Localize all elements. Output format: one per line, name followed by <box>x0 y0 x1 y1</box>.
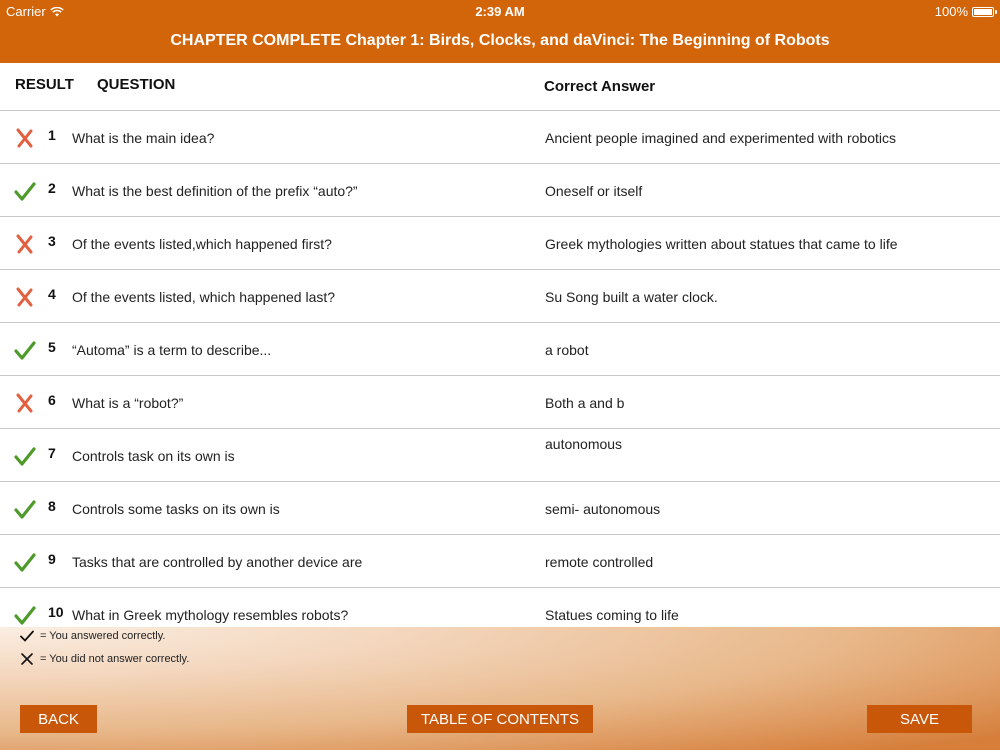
question-number: 6 <box>48 392 56 408</box>
correct-answer-text: Su Song built a water clock. <box>545 289 718 305</box>
check-icon <box>14 180 36 202</box>
question-text: Of the events listed, which happened last? <box>72 289 336 305</box>
results-table[interactable] <box>0 111 1000 627</box>
table-row <box>0 111 1000 164</box>
column-header-question: QUESTION <box>97 76 176 93</box>
save-button[interactable]: SAVE <box>867 705 972 733</box>
battery-icon <box>972 7 994 17</box>
correct-answer-text: Statues coming to life <box>545 607 679 623</box>
question-number: 8 <box>48 498 56 514</box>
question-text: What is a “robot?” <box>72 395 184 411</box>
footer <box>0 627 1000 750</box>
check-icon <box>14 551 36 573</box>
table-row <box>0 535 1000 588</box>
question-number: 4 <box>48 286 56 302</box>
table-row <box>0 429 1000 482</box>
question-number: 10 <box>48 604 64 620</box>
battery-indicator <box>935 4 994 19</box>
cross-icon <box>14 233 36 255</box>
correct-answer-text: Ancient people imagined and experimented with robotics <box>545 130 896 146</box>
check-icon <box>14 339 36 361</box>
carrier-label: Carrier <box>6 4 46 19</box>
cross-icon <box>14 392 36 414</box>
question-number: 1 <box>48 127 56 143</box>
table-row <box>0 217 1000 270</box>
question-number: 9 <box>48 551 56 567</box>
app-header <box>0 0 1000 63</box>
question-text: Controls some tasks on its own is <box>72 501 280 517</box>
battery-label: 100% <box>934 4 968 19</box>
question-number: 7 <box>48 445 56 461</box>
table-row <box>0 270 1000 323</box>
question-text: What is the best definition of the prefix “auto?” <box>72 183 358 199</box>
check-icon <box>20 630 34 642</box>
page-title: CHAPTER COMPLETE Chapter 1: Birds, Clocks, and daVinci: The Beginning of Robots <box>170 32 830 49</box>
question-number: 2 <box>48 180 56 196</box>
question-text: Of the events listed,which happened first? <box>72 236 332 252</box>
correct-answer-text: Oneself or itself <box>545 183 643 199</box>
question-number: 3 <box>48 233 56 249</box>
table-header <box>0 63 1000 111</box>
legend-correct-label: = You answered correctly. <box>40 630 166 642</box>
legend-incorrect-label: = You did not answer correctly. <box>40 653 190 665</box>
legend-correct <box>20 630 165 642</box>
question-text: “Automa” is a term to describe... <box>72 342 272 358</box>
legend-incorrect <box>20 653 189 665</box>
correct-answer-text: semi- autonomous <box>545 501 661 517</box>
back-button[interactable]: BACK <box>20 705 97 733</box>
cross-icon <box>14 127 36 149</box>
cross-icon <box>14 286 36 308</box>
column-header-result: RESULT <box>15 76 74 93</box>
correct-answer-text: remote controlled <box>545 554 654 570</box>
status-bar <box>0 0 1000 22</box>
column-header-answer: Correct Answer <box>544 78 656 95</box>
cross-icon <box>20 653 34 665</box>
correct-answer-text: a robot <box>545 342 589 358</box>
correct-answer-text: autonomous <box>545 436 623 452</box>
question-text: What in Greek mythology resembles robots? <box>72 607 349 623</box>
question-text: Controls task on its own is <box>72 448 235 464</box>
table-row <box>0 376 1000 429</box>
question-text: What is the main idea? <box>72 130 215 146</box>
table-row <box>0 588 1000 627</box>
table-row <box>0 164 1000 217</box>
check-icon <box>14 604 36 626</box>
status-time: 2:39 AM <box>475 4 525 19</box>
correct-answer-text: Greek mythologies written about statues that came to life <box>545 236 898 252</box>
correct-answer-text: Both a and b <box>545 395 625 411</box>
question-text: Tasks that are controlled by another device are <box>72 554 363 570</box>
table-of-contents-button[interactable]: TABLE OF CONTENTS <box>407 705 593 733</box>
table-row <box>0 482 1000 535</box>
check-icon <box>14 445 36 467</box>
check-icon <box>14 498 36 520</box>
question-number: 5 <box>48 339 56 355</box>
table-row <box>0 323 1000 376</box>
